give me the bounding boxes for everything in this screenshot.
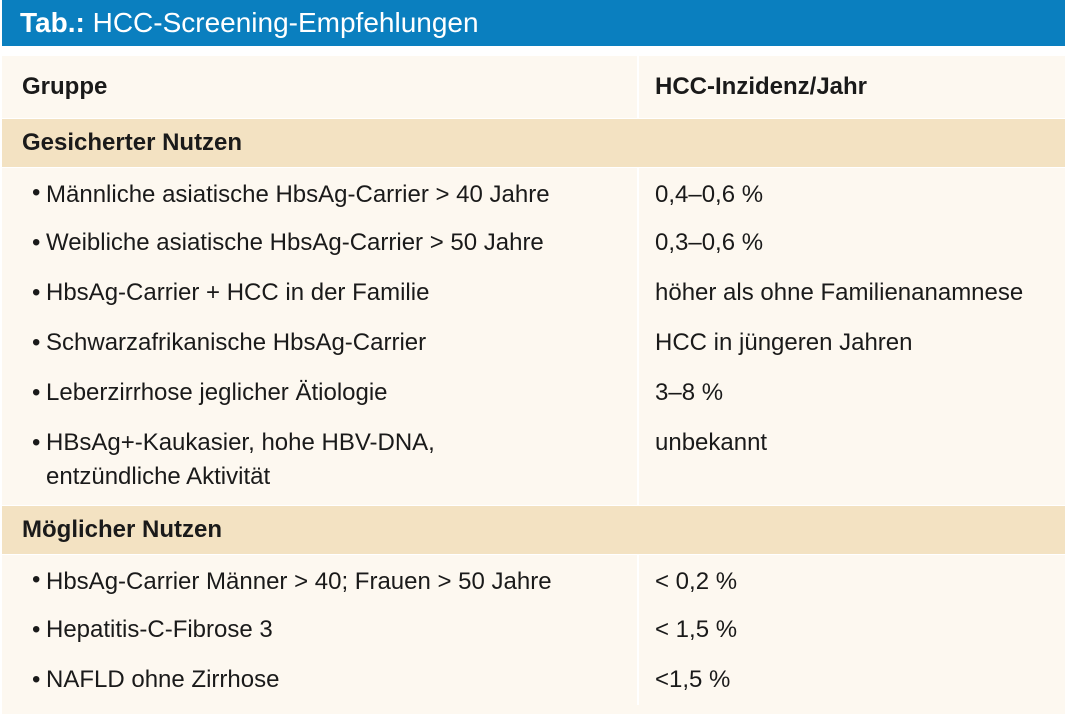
incidence-cell: < 0,2 %	[638, 555, 1065, 605]
incidence-cell: 0,4–0,6 %	[638, 168, 1065, 218]
table-title	[2, 0, 1065, 46]
group-cell: • Schwarzafrikanische HbsAg-Carrier	[2, 318, 638, 368]
section-label: Möglicher Nutzen	[2, 506, 1065, 555]
table-title-tag: Tab.:	[20, 7, 85, 38]
table-row	[2, 555, 1065, 605]
incidence-cell: HCC in jüngeren Jahren	[638, 318, 1065, 368]
group-cell: • Hepatitis-C-Fibrose 3	[2, 605, 638, 655]
table-row	[2, 318, 1065, 368]
group-cell: • NAFLD ohne Zirrhose	[2, 655, 638, 705]
table-header-row	[2, 56, 1065, 119]
table-row	[2, 168, 1065, 218]
group-cell: • Leberzirrhose jeglicher Ätiologie	[2, 368, 638, 418]
incidence-cell: 3–8 %	[638, 368, 1065, 418]
section-row-gesicherter-nutzen	[2, 119, 1065, 168]
incidence-cell: höher als ohne Familienanamnese	[638, 268, 1065, 318]
table-row	[2, 368, 1065, 418]
table-title-text: HCC-Screening-Empfehlungen	[84, 7, 479, 38]
group-cell: • HbsAg-Carrier Männer > 40; Frauen > 50 Jahre	[2, 555, 638, 605]
table-row	[2, 218, 1065, 268]
table-row	[2, 418, 1065, 506]
recommendation-table	[2, 56, 1065, 714]
incidence-cell: < 1,5 %	[638, 605, 1065, 655]
group-cell: • Weibliche asiatische HbsAg-Carrier > 50 Jahre	[2, 218, 638, 268]
incidence-cell: 0,3–0,6 %	[638, 218, 1065, 268]
incidence-cell: <1,5 %	[638, 655, 1065, 705]
group-cell: • HBsAg+-Kaukasier, hohe HBV-DNA, entzündliche Aktivität	[2, 418, 638, 506]
column-header-group: Gruppe	[22, 73, 108, 100]
table-row	[2, 655, 1065, 705]
section-row-moeglicher-nutzen	[2, 506, 1065, 555]
section-label: Gesicherter Nutzen	[2, 119, 1065, 168]
incidence-cell: unbekannt	[638, 418, 1065, 506]
group-cell: • Männliche asiatische HbsAg-Carrier > 40 Jahre	[2, 168, 638, 218]
group-cell: • HbsAg-Carrier + HCC in der Familie	[2, 268, 638, 318]
table-row	[2, 268, 1065, 318]
column-header-incidence: HCC-Inzidenz/Jahr	[638, 56, 1065, 119]
table-row	[2, 605, 1065, 655]
